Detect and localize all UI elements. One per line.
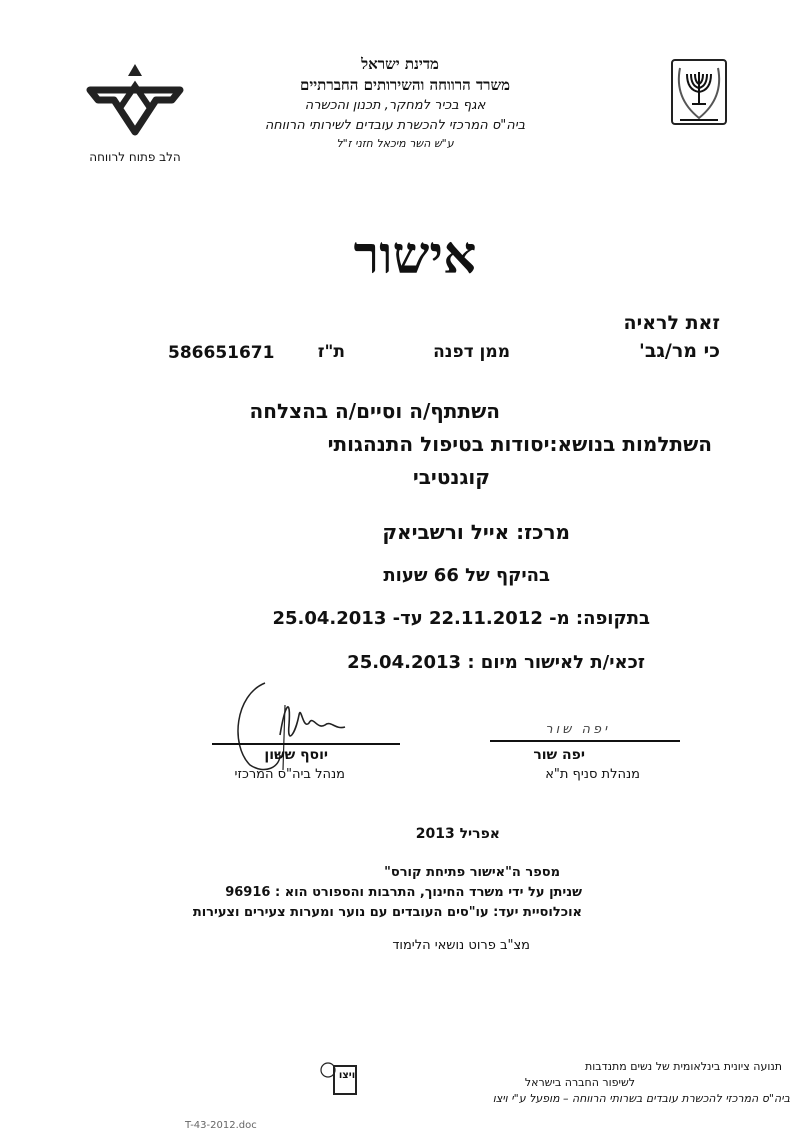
- coordinator-name: אייל ורשביאק: [382, 520, 510, 544]
- course-line2: השתלמות בנושא:יסודות בטיפול התנהגותי: [327, 432, 712, 456]
- scope-line: [383, 565, 550, 586]
- heart-open-logo-icon: [80, 60, 190, 140]
- id-number: 586651671: [168, 343, 275, 363]
- right-signature: יפה שור: [545, 722, 610, 737]
- wizo-line2: לשיפור החברה בישראל: [524, 1076, 635, 1089]
- course-line1: השתתף/ה וסיים/ה בהצלחה: [249, 399, 500, 423]
- ministry-line: שניתן על ידי משרד החינוך, התרבות והספורט הוא : 96916: [225, 885, 582, 900]
- course-line3: קוגנטיבי: [412, 465, 490, 489]
- eligible-line: [347, 652, 645, 673]
- header-ministry: משרד הרווחה והשירותים החברתיים: [299, 76, 511, 94]
- eligible-date: 25.04.2013: [347, 652, 462, 673]
- period-to: 25.04.2013: [272, 608, 387, 629]
- left-logo: [80, 60, 190, 140]
- menorah-emblem-icon: [670, 58, 728, 130]
- document-code: T-43-2012.doc: [185, 1120, 257, 1131]
- issue-month: אפריל: [459, 826, 500, 842]
- wizo-logo: [318, 1060, 360, 1102]
- header-school: ביה"ס המרכזי להכשרת עובדים לשירותי הרווחה: [264, 118, 526, 133]
- header-state: מדינת ישראל: [361, 55, 439, 73]
- audience-line: אוכלוסיית יעד: עו"סים העובדים עם נוער ומערות צעירים וצעירות: [192, 905, 582, 920]
- scope-suffix: שעות: [383, 565, 428, 586]
- wizo-line3: ביה"ס המרכזי להכשרת עובדים בשרותי הרווחה – מופעל ע"י ויצו: [492, 1092, 790, 1105]
- period-from: 22.11.2012: [428, 608, 543, 629]
- left-signer-title: מנהל ביה"ס המרכזי: [234, 767, 345, 782]
- wizo-line1: תנועה ציונית בינלאומית של נשים מתנדבות: [585, 1060, 782, 1073]
- id-label: ת"ז: [317, 342, 345, 362]
- wizo-logo-icon: [318, 1060, 360, 1102]
- recipient-name: ממן דפנה: [433, 342, 510, 362]
- coordinator-line: [382, 520, 570, 544]
- right-signer-name: יפה שור: [533, 747, 585, 763]
- left-signature-line: [212, 743, 400, 745]
- attest-line1: זאת לראיה: [623, 312, 720, 334]
- attached-note: מצ"ב פרוט נושאי הלימוד: [392, 938, 530, 953]
- right-signature-line: [490, 740, 680, 742]
- scope-prefix: בהיקף של: [465, 565, 550, 586]
- wizo-logo-text: ויצו: [338, 1070, 356, 1081]
- period-line: [272, 608, 650, 629]
- right-signer-title: מנהלת סניף ת"א: [545, 767, 640, 782]
- header-division: אגף בכיר למחקר, תכנון והכשרה: [304, 98, 486, 113]
- issue-date: [416, 826, 500, 842]
- issue-year: 2013: [415, 826, 455, 842]
- header-dedication: ע"ש השר מיכאל חזני ז"ל: [336, 137, 454, 150]
- left-signer-name: יוסף ששון: [264, 747, 328, 763]
- period-to-label: עד-: [392, 608, 423, 629]
- approval-line: מספר ה"אישור פתיחת קורס": [384, 865, 560, 880]
- eligible-label: זכאי/ת לאישור מיום :: [467, 652, 645, 673]
- document-title: אישור: [353, 225, 477, 286]
- left-logo-caption: הלב פתוח לרווחה: [89, 150, 181, 164]
- period-label: בתקופה: מ-: [549, 608, 650, 629]
- attest-line2: כי מר/גב': [639, 340, 720, 362]
- scope-hours: 66: [433, 565, 459, 586]
- coordinator-label: מרכז:: [516, 520, 570, 544]
- state-emblem: [670, 58, 728, 130]
